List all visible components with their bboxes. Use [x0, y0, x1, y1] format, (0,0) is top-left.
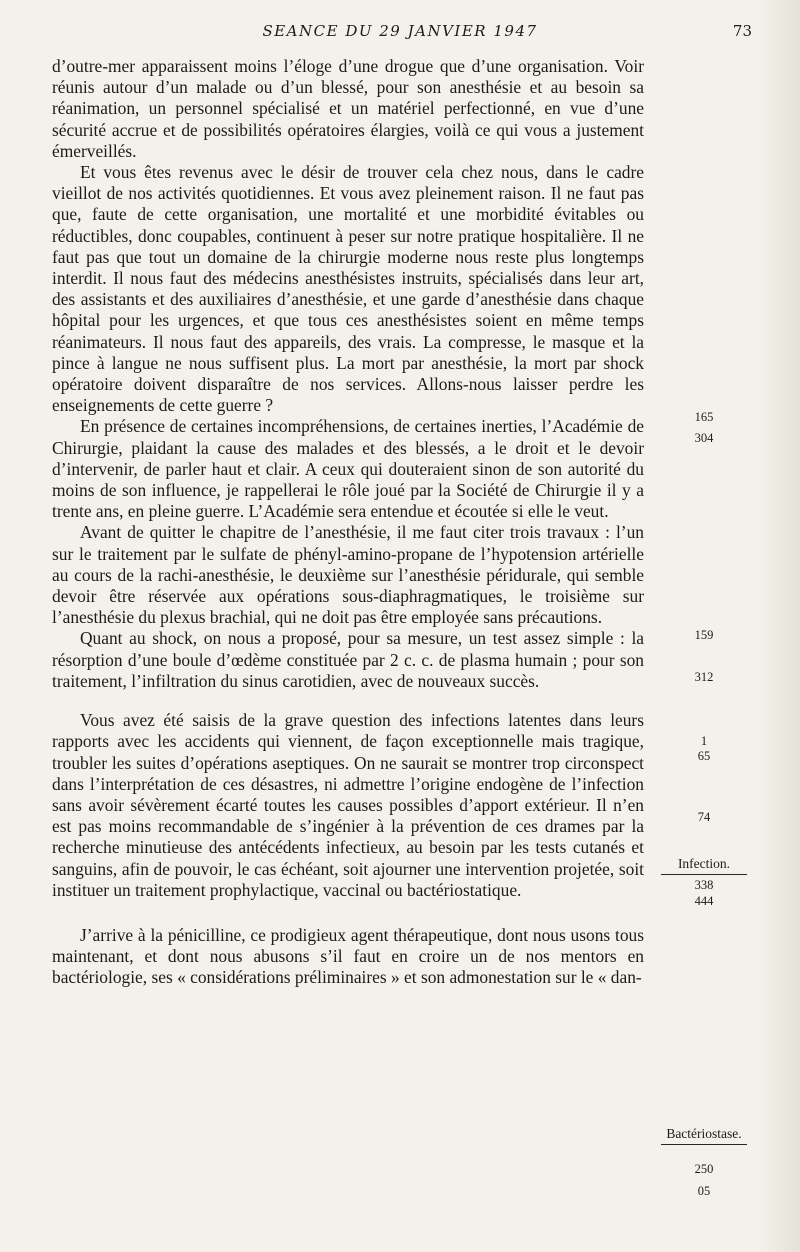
- margin-ref: 1: [700, 734, 708, 748]
- paragraph: Quant au shock, on nous a proposé, pour sa mesure, un test assez simple : la résorption d’une boule d’œdème constituée par 2 c. c. de plasma humain ; pour son traitement, l’infiltration du sinus carotidien, avec de nouveaux succès.: [52, 628, 644, 691]
- margin-heading-rule: [661, 1144, 747, 1145]
- running-head: SEANCE DU 29 JANVIER 1947: [262, 22, 538, 40]
- margin-ref: 304: [694, 431, 714, 445]
- margin-ref: 250: [694, 1162, 714, 1176]
- margin-heading-label: Bactériostase.: [666, 1126, 742, 1141]
- margin-ref: 74: [697, 810, 711, 824]
- paragraph: En présence de certaines incompréhensions, de certaines inerties, l’Académie de Chirurgie, plaidant la cause des malades et des blessés, a le droit et le devoir d’intervenir, de parler haut et clair. A ceux qui douteraient sinon de son autorité du moins de son influence, je rappellerai le rôle joué par la Société de Chirurgie il y a trente ans, en pleine guerre. L’Académie sera entendue et écoutée si elle le veut.: [52, 416, 644, 522]
- page-edge-shadow: [760, 0, 800, 1252]
- margin-ref: 159: [694, 628, 714, 642]
- margin-heading-bacteriostase: [656, 1126, 752, 1145]
- margin-ref: 65: [697, 749, 711, 763]
- paragraph: Avant de quitter le chapitre de l’anesthésie, il me faut citer trois travaux : l’un sur le traitement par le sulfate de phényl-amino-propane de l’hypotension artérielle au cours de la rachi-anesthésie, le deuxième sur l’anesthésie péridurale, qui semble devoir être réservée aux opérations sous-diaphragmatiques, le troisième sur l’anesthésie du plexus brachial, qui ne doit pas être employée sans précautions.: [52, 522, 644, 628]
- margin-ref: 165: [694, 410, 714, 424]
- margin-ref: 338: [694, 878, 714, 892]
- margin-heading-infection: [656, 856, 752, 875]
- margin-ref: 312: [694, 670, 714, 684]
- margin-heading-label: Infection.: [677, 856, 731, 871]
- paragraph: d’outre-mer apparaissent moins l’éloge d’une drogue que d’une organisation. Voir réunis autour d’un malade ou d’un blessé, pour son anesthésie et au besoin sa réanimation, un personnel spécialisé et un matériel perfectionné, en vue d’une sécurité accrue et de possibilités opératoires élargies, voilà ce qui vous a justement émerveillés.: [52, 56, 644, 161]
- running-header: [0, 22, 800, 44]
- margin-heading-rule: [661, 874, 747, 875]
- paragraph: J’arrive à la pénicilline, ce prodigieux agent thérapeutique, dont nous usons tous maintenant, et dont nous abusons s’il faut en croire un de nos mentors en bactériologie, ses « considérations préliminaires » et son admonestation sur le « dan-: [52, 924, 644, 988]
- page-number: 73: [732, 22, 752, 40]
- body-text: [52, 56, 644, 989]
- margin-ref: 444: [694, 894, 714, 908]
- margin-ref: 05: [697, 1184, 711, 1198]
- paragraph: Vous avez été saisis de la grave question des infections latentes dans leurs rapports avec les accidents qui viennent, de façon exceptionnelle mais tragique, troubler les suites d’opérations aseptiques. On ne saurait se montrer trop circonspect dans l’interprétation de ces désastres, ni admettre l’origine endogène de l’infection sans avoir sévèrement écarté toutes les causes possibles d’apport extérieur. Il n’en est pas moins recommandable de s’ingénier à la prévention de ces drames par la recherche minutieuse des antécédents infectieux, au besoin par les tests cutanés et sanguins, afin de pouvoir, le cas échéant, soit ajourner une intervention projetée, soit instituer un traitement prophylactique, vaccinal ou bactériostatique.: [52, 710, 644, 900]
- paragraph: Et vous êtes revenus avec le désir de trouver cela chez nous, dans le cadre vieillot de nos activités quotidiennes. Et vous avez pleinement raison. Il ne faut pas que, faute de cette organisation, une mortalité et une morbidité évitables ou réductibles, donc coupables, continuent à peser sur notre pratique hospitalière. Il ne faut pas que tout un domaine de la chirurgie moderne nous reste plus longtemps interdit. Il nous faut des médecins anesthésistes instruits, spécialisés dans leur art, des assistants et des auxiliaires d’anesthésie, et une garde d’anesthésie dans chaque hôpital pour les urgences, et que tous ces anesthésistes soient en même temps réanimateurs. Il nous faut des appareils, des vrais. La compresse, le masque et la pince à langue ne nous suffisent plus. La mort par anesthésie, la mort par shock opératoire doivent disparaître de nos services. Allons-nous laisser perdre les enseignements de cette guerre ?: [52, 162, 644, 416]
